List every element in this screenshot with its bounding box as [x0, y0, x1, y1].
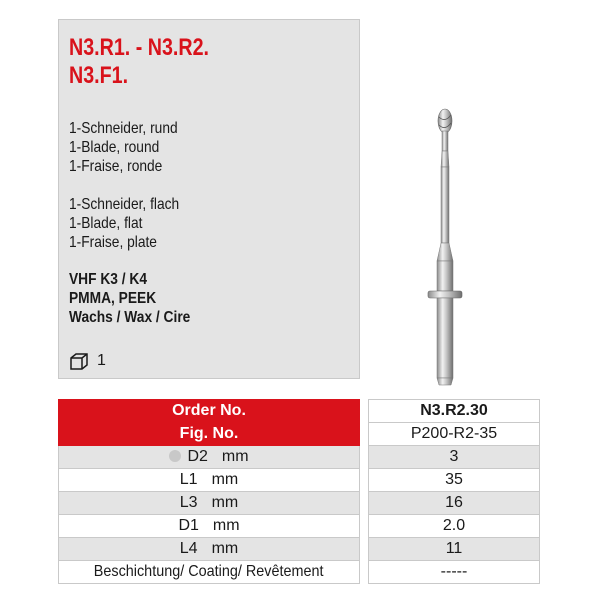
spec-value-table [368, 399, 540, 584]
figure-number-value-row [369, 423, 540, 446]
product-title-line1: N3.R1. - N3.R2. [69, 34, 209, 61]
material-line: Wachs / Wax / Cire [69, 309, 191, 326]
table-row [59, 561, 360, 584]
dimension-unit: mm [211, 540, 239, 557]
table-row [59, 469, 360, 492]
dimension-value: 2.0 [369, 515, 540, 538]
dimension-unit: mm [212, 517, 240, 534]
figure-number-label: Fig. No. [59, 423, 360, 446]
description-line: 1-Fraise, ronde [69, 158, 163, 175]
table-row [59, 446, 360, 469]
table-row [369, 538, 540, 561]
description-line: 1-Schneider, rund [69, 120, 178, 137]
dimension-label: L1 [179, 471, 198, 488]
material-line: PMMA, PEEK [69, 290, 157, 307]
dimension-unit: mm [221, 448, 249, 465]
order-number-label: Order No. [59, 400, 360, 423]
table-row [59, 515, 360, 538]
dimension-value: 35 [369, 469, 540, 492]
circle-icon [169, 450, 181, 462]
material-line: VHF K3 / K4 [69, 271, 147, 288]
table-row [59, 538, 360, 561]
dimension-unit: mm [211, 471, 239, 488]
figure-number-header-row [59, 423, 360, 446]
description-round [69, 119, 178, 176]
dimension-unit: mm [211, 494, 239, 511]
dimension-label: D1 [178, 517, 199, 534]
dimension-label: D2 [187, 448, 208, 465]
dimension-label: L4 [179, 540, 198, 557]
description-flat [69, 195, 179, 252]
description-line: 1-Blade, flat [69, 215, 143, 232]
table-row [369, 446, 540, 469]
description-line: 1-Blade, round [69, 139, 160, 156]
table-row [369, 492, 540, 515]
order-number-value-row [369, 400, 540, 423]
dimension-value: 16 [369, 492, 540, 515]
description-line: 1-Fraise, plate [69, 234, 157, 251]
table-row [369, 561, 540, 584]
table-row [369, 469, 540, 492]
dimension-value: 3 [369, 446, 540, 469]
figure-number-value: P200-R2-35 [369, 423, 540, 446]
table-row [59, 492, 360, 515]
coating-value: ----- [369, 561, 540, 584]
package-quantity [69, 352, 106, 370]
milling-tool-image [420, 105, 470, 387]
dimension-label: L3 [179, 494, 198, 511]
coating-label: Beschichtung/ Coating/ Revêtement [94, 563, 324, 580]
package-count: 1 [97, 352, 106, 369]
table-row [369, 515, 540, 538]
dimension-value: 11 [369, 538, 540, 561]
product-title-line2: N3.F1. [69, 62, 129, 89]
spec-label-table [58, 399, 360, 584]
product-info-panel [58, 19, 360, 379]
order-number-header-row [59, 400, 360, 423]
description-line: 1-Schneider, flach [69, 196, 180, 213]
material-list [69, 270, 190, 327]
order-number-value: N3.R2.30 [369, 400, 540, 423]
box-icon [69, 352, 89, 370]
